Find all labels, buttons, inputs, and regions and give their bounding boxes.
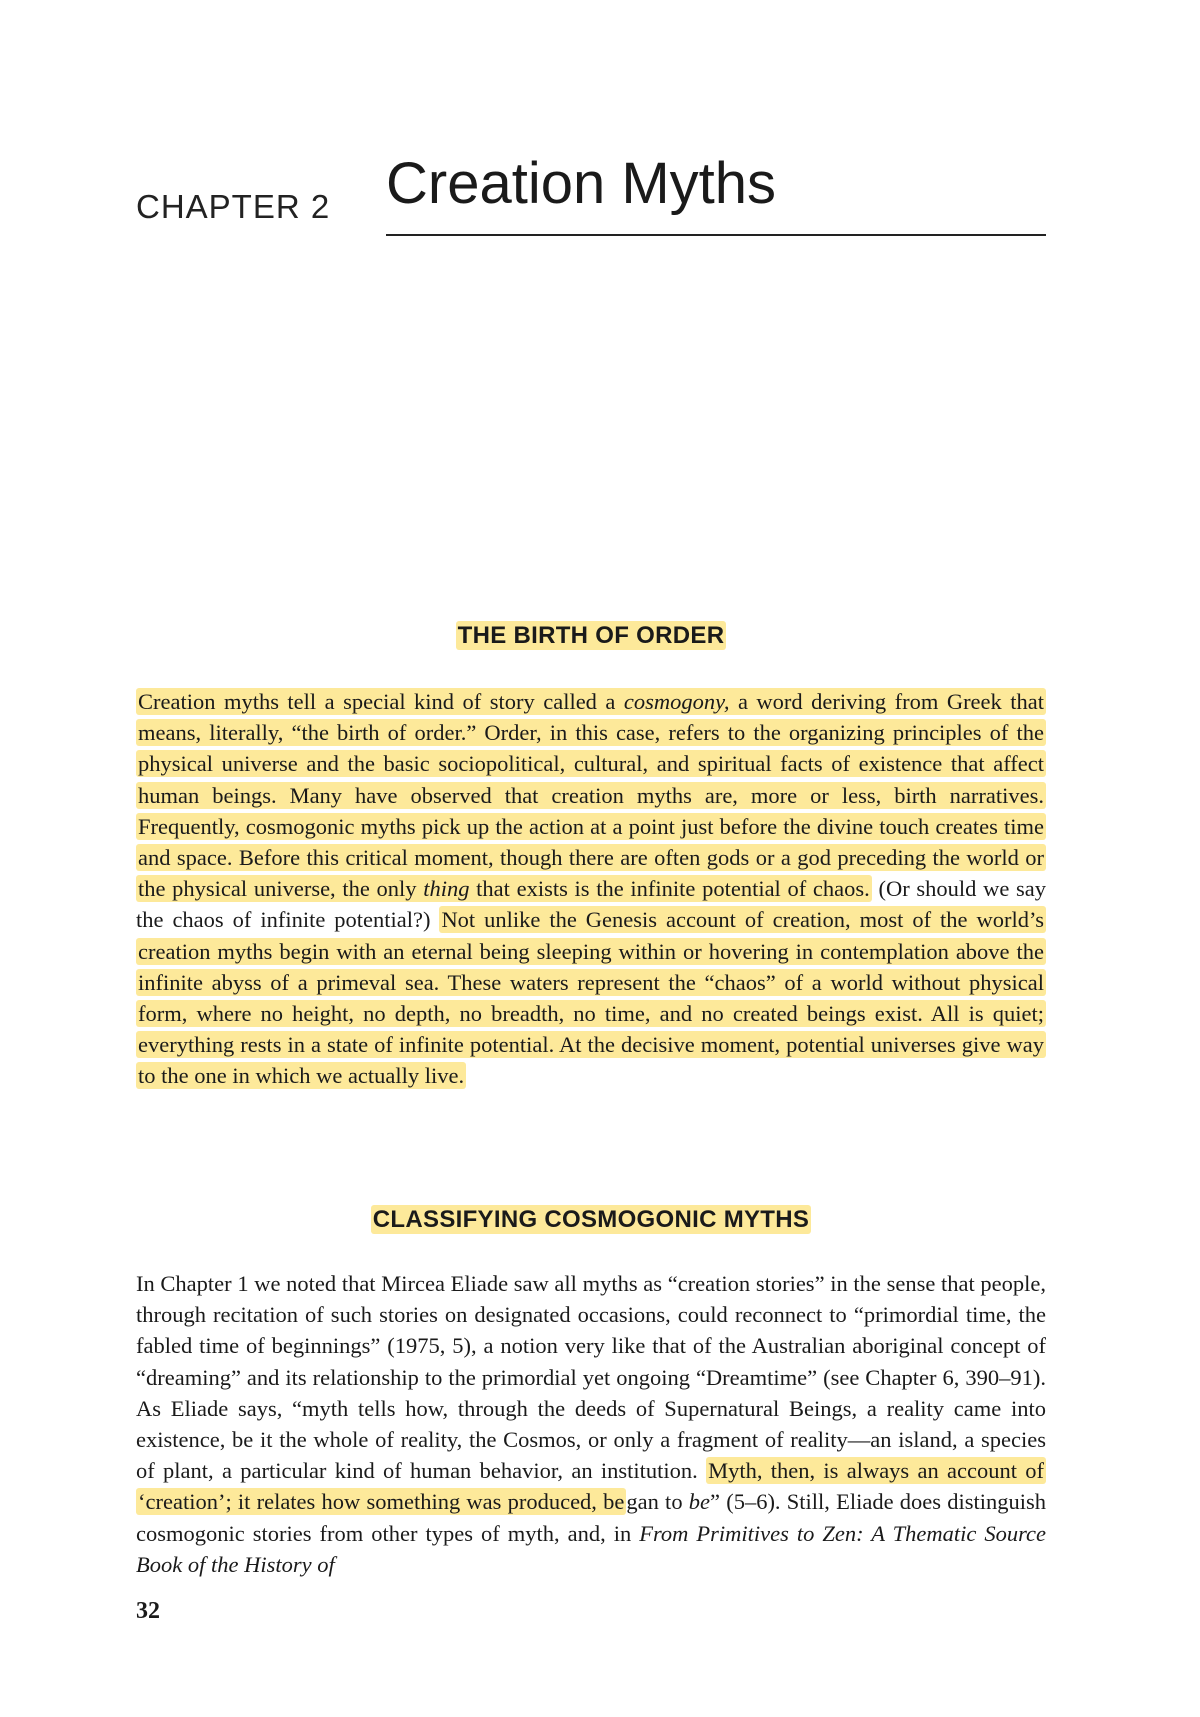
chapter-title: Creation Myths	[386, 151, 777, 216]
emphasis-thing: thing	[423, 876, 470, 902]
text-run: In Chapter 1 we noted that Mircea Eliade saw all myths as “creation stories” in the sense that people, through recitation of such stories on designated occasions, could reconnect to “primordial time, the fabled time of beginnings” (1975, 5), a notion very like that of the Australian aboriginal concept of “dreaming” and its relationship to the primordial yet ongoing “Dreamtime” (see Chapter 6, 390–91). As Eliade says, “myth tells how, through the deeds of Supernatural Beings, a reality came into existence, be it the whole of reality, the Cosmos, or only a fragment of reality—an island, a species of plant, a particular kind of human behavior, an institution.	[136, 1271, 1046, 1484]
text-run: gan to	[626, 1489, 689, 1515]
emphasis-be: be	[688, 1489, 711, 1515]
highlighted-heading: THE BIRTH OF ORDER	[457, 622, 725, 649]
highlight-span-3: Myth, then, is always an account of ‘creation’; it relates how something was produced, be	[138, 1458, 1045, 1515]
chapter-label: CHAPTER 2	[136, 188, 331, 225]
text-run: ” (5–6). Still, Eliade does distinguish cosmogonic stories from other types of myth, and, in	[136, 1489, 1046, 1546]
section-heading-classifying	[136, 1206, 1046, 1234]
chapter-header	[136, 150, 1046, 250]
paragraph-classifying	[136, 1268, 1046, 1580]
emphasis-book-title: From Primitives to Zen: A Thematic Source Book of the History of	[136, 1520, 1046, 1577]
emphasis-cosmogony: cosmogony,	[623, 689, 730, 714]
section-heading-birth-of-order	[136, 622, 1046, 650]
highlight-span-1	[136, 688, 1046, 902]
text-run: a word deriving from Greek that means, literally, “the birth of order.” Order, in this case, refers to the organizing principles of the physical universe and the basic sociopolitical, cultural, and spiritual facts of existence that affect human beings. Many have observed that creation myths are, more or less, birth narratives. Frequently, cosmogonic myths pick up the action at a point just before the divine touch creates time and space. Before this critical moment, though there are often gods or a god preceding the world or the physical universe, the only	[138, 689, 1044, 902]
highlight-span-2: Not unlike the Genesis account of creation, most of the world’s creation myths begin with an eternal being sleeping within or hovering in contemplation above the infinite abyss of a primeval sea. These waters represent the “chaos” of a world without physical form, where no height, no depth, no breadth, no time, and no created beings exist. All is quiet; everything rests in a state of infinite potential. At the decisive moment, potential universes give way to the one in which we actually live.	[138, 907, 1044, 1089]
text-run: that exists is the infinite potential of chaos.	[469, 876, 870, 902]
page-number: 32	[136, 1598, 160, 1624]
paragraph-birth-of-order	[136, 686, 1046, 1092]
unhighlighted-text: (Or should we say the chaos of infinite potential?)	[136, 876, 1046, 933]
text-run: Creation myths tell a special kind of story called a	[138, 689, 624, 714]
highlighted-heading: CLASSIFYING COSMOGONIC MYTHS	[372, 1206, 810, 1233]
chapter-title-rule	[386, 234, 1046, 236]
